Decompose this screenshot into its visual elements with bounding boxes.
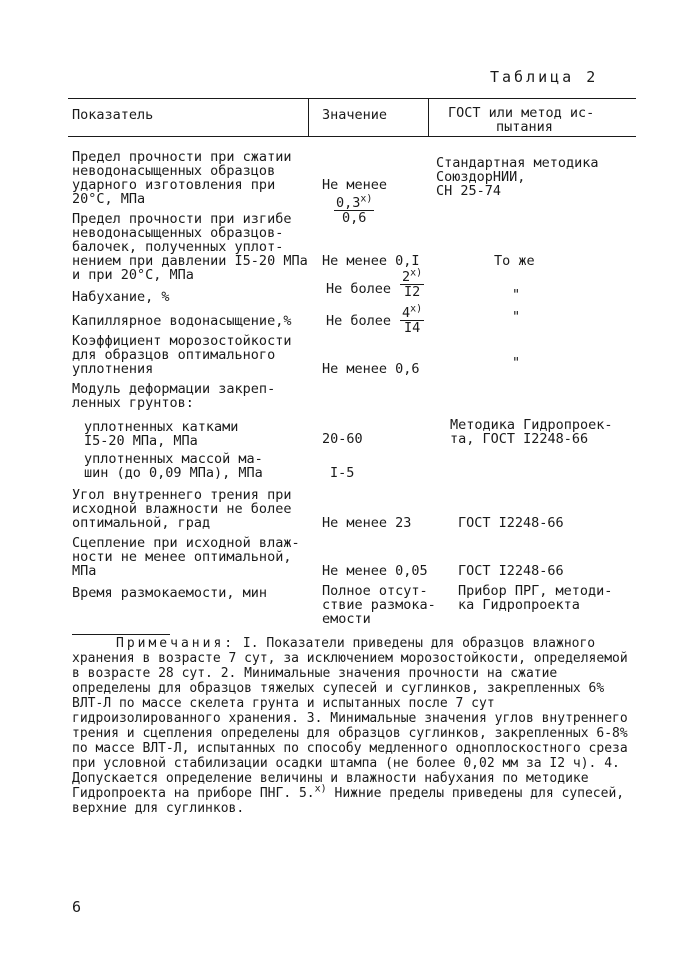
column-divider-2 [428, 98, 429, 136]
header-value: Значение [322, 107, 388, 123]
row7-value: 20-60 [322, 431, 363, 447]
row4-indicator: Капиллярное водонасыщение,% [72, 313, 292, 329]
row7-gost: Методика Гидропроек- та, ГОСТ I2248-66 [450, 417, 613, 447]
row10-value: Не менее 0,05 [322, 563, 428, 579]
notes-text: I. Показатели приведены для образцов влажного хранения в возрасте 7 сут, за исключением морозостойкости, определяемой в возрасте 28 сут. 2. Минимальные значения прочности на сжатие определены для образцов тяжелых супесей и суглинков, закрепленных 6% ВЛТ-Л по массе скелета грунта и испытанных после 7 сут гидроизолированного хранения. 3. Минимальные значения углов внутреннего трения и сцепления определены для образцов суглинков, закрепленных 6-8% по массе ВЛТ-Л, испытанных по способу медленного одноплоскостного среза при условной стабилизации осадки штампа (не более 0,02 мм за I2 ч). 4. Допускается определение величины и влажности набухания по методике Гидропроекта на приборе ПНГ. 5. [72, 636, 628, 801]
row9-gost: ГОСТ I2248-66 [458, 515, 564, 531]
row1-value-prefix: Не менее [322, 177, 388, 193]
row4-value-prefix: Не более [326, 313, 392, 329]
table-title: Таблица 2 [490, 68, 599, 86]
notes-tail: Нижние пределы приведены для супесей, верхние для суглинков. [72, 786, 625, 816]
header-gost-line1: ГОСТ или метод ис- [448, 105, 595, 121]
header-indicator: Показатель [72, 107, 154, 123]
row3-indicator: Набухание, % [72, 289, 170, 305]
row5-indicator: Коэффициент морозостойкости для образцов оптимального уплотнения [72, 333, 292, 377]
row8-value: I-5 [330, 465, 355, 481]
table-top-rule [68, 98, 636, 99]
row4-value-fraction: $\frac{4^{x)}}{I4}$ [402, 303, 423, 336]
row11-value: Полное отсут- ствие размока- емости [322, 583, 436, 627]
row7-indicator: уплотненных катками I5-20 МПа, МПа [84, 419, 239, 449]
table-header-rule [68, 136, 636, 137]
notes-footnote-marker: x) [314, 783, 327, 795]
column-divider-1 [308, 98, 309, 136]
row3-value-fraction: $\frac{2^{x)}}{I2}$ [402, 267, 423, 300]
row3-value-prefix: Не более [326, 281, 392, 297]
header-gost-line2: пытания [496, 119, 553, 135]
row9-indicator: Угол внутреннего трения при исходной влажности не более оптимальной, град [72, 487, 292, 531]
row4-gost: " [512, 309, 521, 325]
row3-gost: " [512, 287, 521, 303]
row2-gost: То же [494, 253, 535, 269]
row5-value: Не менее 0,6 [322, 361, 420, 377]
row8-indicator: уплотненных массой ма- шин (до 0,09 МПа), МПа [84, 451, 263, 481]
row2-value: Не менее 0,I [322, 253, 420, 269]
notes-separator [72, 634, 170, 635]
row2-indicator: Предел прочности при изгибе неводонасыщенных образцов- балочек, полученных уплот- нением при давлении I5-20 МПа и при 20°С, МПа [72, 211, 308, 283]
row9-value: Не менее 23 [322, 515, 412, 531]
row1-value-fraction: $\frac{0,3^{x)}}{0,6}$ [336, 193, 373, 226]
row11-gost: Прибор ПРГ, методи- ка Гидропроекта [458, 583, 613, 613]
row10-indicator: Сцепление при исходной влаж- ности не менее оптимальной, МПа [72, 535, 300, 579]
notes-label: Примечания: [116, 636, 236, 651]
row11-indicator: Время размокаемости, мин [72, 585, 268, 601]
row5-gost: " [512, 355, 521, 371]
notes-paragraph [72, 636, 632, 816]
row1-gost: Стандартная методика СоюздорНИИ, СН 25-74 [436, 155, 599, 199]
row1-indicator: Предел прочности при сжатии неводонасыщенных образцов ударного изготовления при 20°С, МПа [72, 149, 292, 207]
row10-gost: ГОСТ I2248-66 [458, 563, 564, 579]
page-number: 6 [72, 898, 82, 916]
row6-indicator: Модуль деформации закреп- ленных грунтов: [72, 381, 276, 411]
